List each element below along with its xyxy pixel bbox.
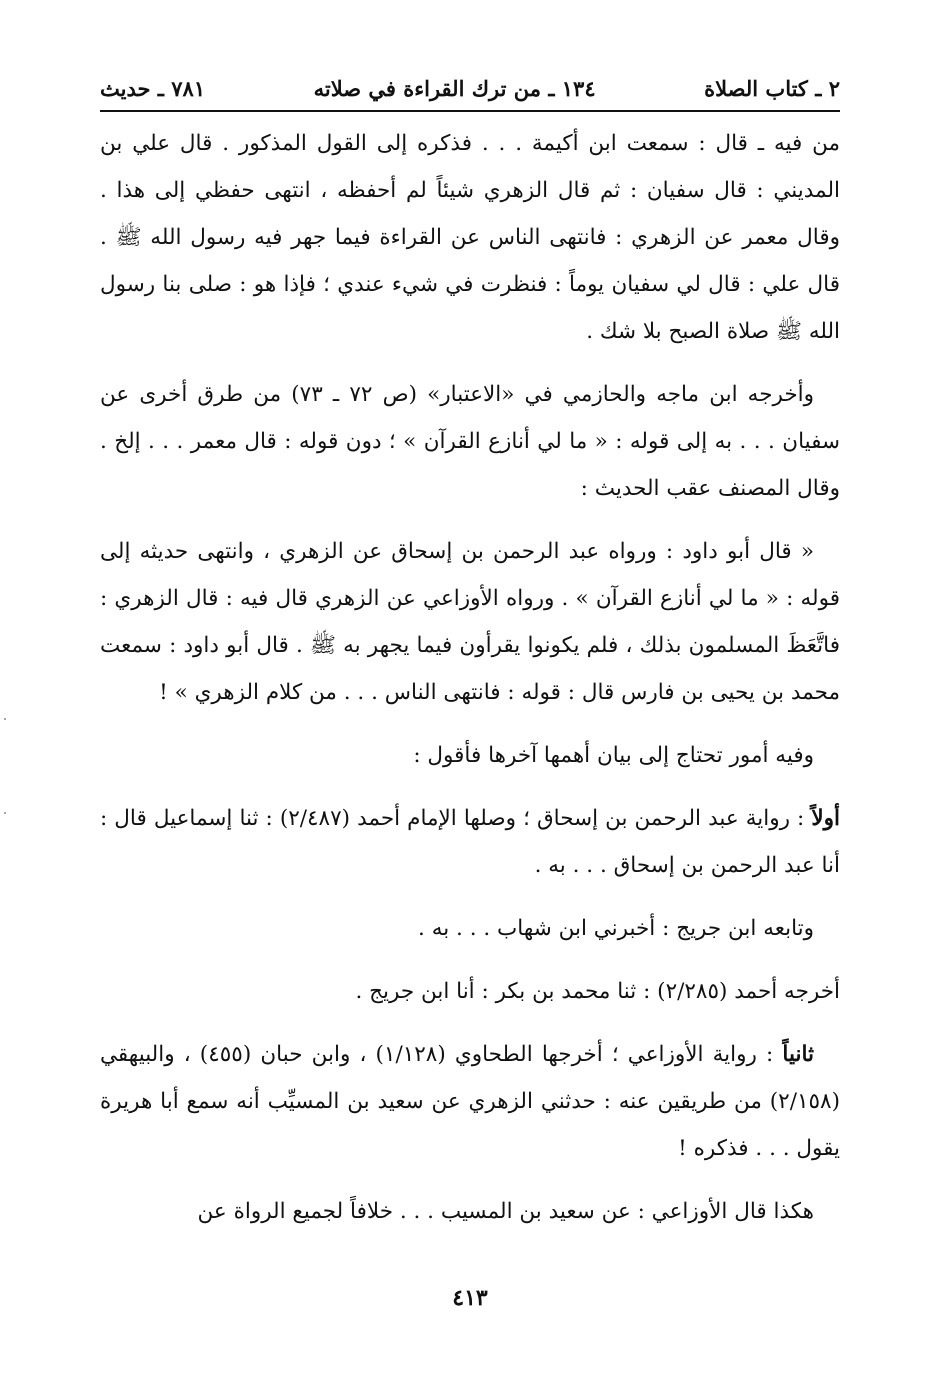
margin-speck <box>4 812 6 814</box>
paragraph-2 <box>100 371 840 512</box>
paragraph-6 <box>100 905 840 952</box>
margin-speck <box>4 718 6 720</box>
paragraph-8 <box>100 1031 840 1172</box>
paragraph-5 <box>100 795 840 889</box>
paragraph-text: وتابعه ابن جريج : أخبرني ابن شهاب . . . به . <box>418 916 814 941</box>
paragraph-text: وفيه أمور تحتاج إلى بيان أهمها آخرها فأقول : <box>413 743 814 768</box>
paragraph-text: من فيه ـ قال : سمعت ابن أكيمة . . . فذكره إلى القول المذكور . قال علي بن المديني : قال سفيان : ثم قال الزهري شيئاً لم أحفظه ، انتهى حفظي إلى هذا . وقال معمر عن الزهري : فانتهى الناس عن القراءة فيما جهر فيه رسول الله ﷺ . قال علي : قال لي سفيان يوماً : فنظرت في شيء عندي ؛ فإذا هو : صلى بنا رسول الله ﷺ صلاة الصبح بلا شك . <box>100 131 840 344</box>
paragraph-3 <box>100 528 840 716</box>
paragraph-text: وأخرجه ابن ماجه والحازمي في «الاعتبار» (ص ٧٢ ـ ٧٣) من طرق أخرى عن سفيان . . . به إلى قوله : « ما لي أنازع القرآن » ؛ دون قوله : قال معمر . . . إلخ . وقال المصنف عقب الحديث : <box>100 382 840 501</box>
paragraph-1 <box>100 120 840 355</box>
page-number: ٤١٣ <box>452 1285 488 1311</box>
header-hadith-number: ٧٨١ ـ حديث <box>100 75 206 101</box>
header-section: ١٣٤ ـ من ترك القراءة في صلاته <box>313 75 596 101</box>
paragraph-lead: ثانياً <box>782 1042 814 1067</box>
header-chapter: ٢ ـ كتاب الصلاة <box>704 75 840 101</box>
paragraph-text: « قال أبو داود : ورواه عبد الرحمن بن إسحاق عن الزهري ، وانتهى حديثه إلى قوله : « ما لي أنازع القرآن » . ورواه الأوزاعي عن الزهري قال فيه : قال الزهري : فاتَّعَظَ المسلمون بذلك ، فلم يكونوا يقرأون فيما يجهر به ﷺ . قال أبو داود : سمعت محمد بن يحيى بن فارس قال : قوله : فانتهى الناس . . . من كلام الزهري » ! <box>100 539 840 705</box>
paragraph-4 <box>100 732 840 779</box>
paragraph-lead: أولاً <box>811 806 840 831</box>
running-header <box>100 70 840 106</box>
paragraph-9 <box>100 1188 840 1235</box>
paragraph-text: هكذا قال الأوزاعي : عن سعيد بن المسيب . . . خلافاً لجميع الرواة عن <box>197 1199 814 1224</box>
paragraph-text: أخرجه أحمد (٢/٢٨٥) : ثنا محمد بن بكر : أنا ابن جريج . <box>355 979 840 1004</box>
page-body <box>100 120 840 1251</box>
header-divider <box>100 110 840 112</box>
paragraph-text: : رواية الأوزاعي ؛ أخرجها الطحاوي (١/١٢٨) ، وابن حبان (٤٥٥) ، والبيهقي (٢/١٥٨) من طريقين عنه : حدثني الزهري عن سعيد بن المسيِّب أنه سمع أبا هريرة يقول . . . فذكره ! <box>100 1042 840 1161</box>
paragraph-text: : رواية عبد الرحمن بن إسحاق ؛ وصلها الإمام أحمد (٢/٤٨٧) : ثنا إسماعيل قال : أنا عبد الرحمن بن إسحاق . . . به . <box>100 806 840 878</box>
paragraph-7 <box>100 968 840 1015</box>
